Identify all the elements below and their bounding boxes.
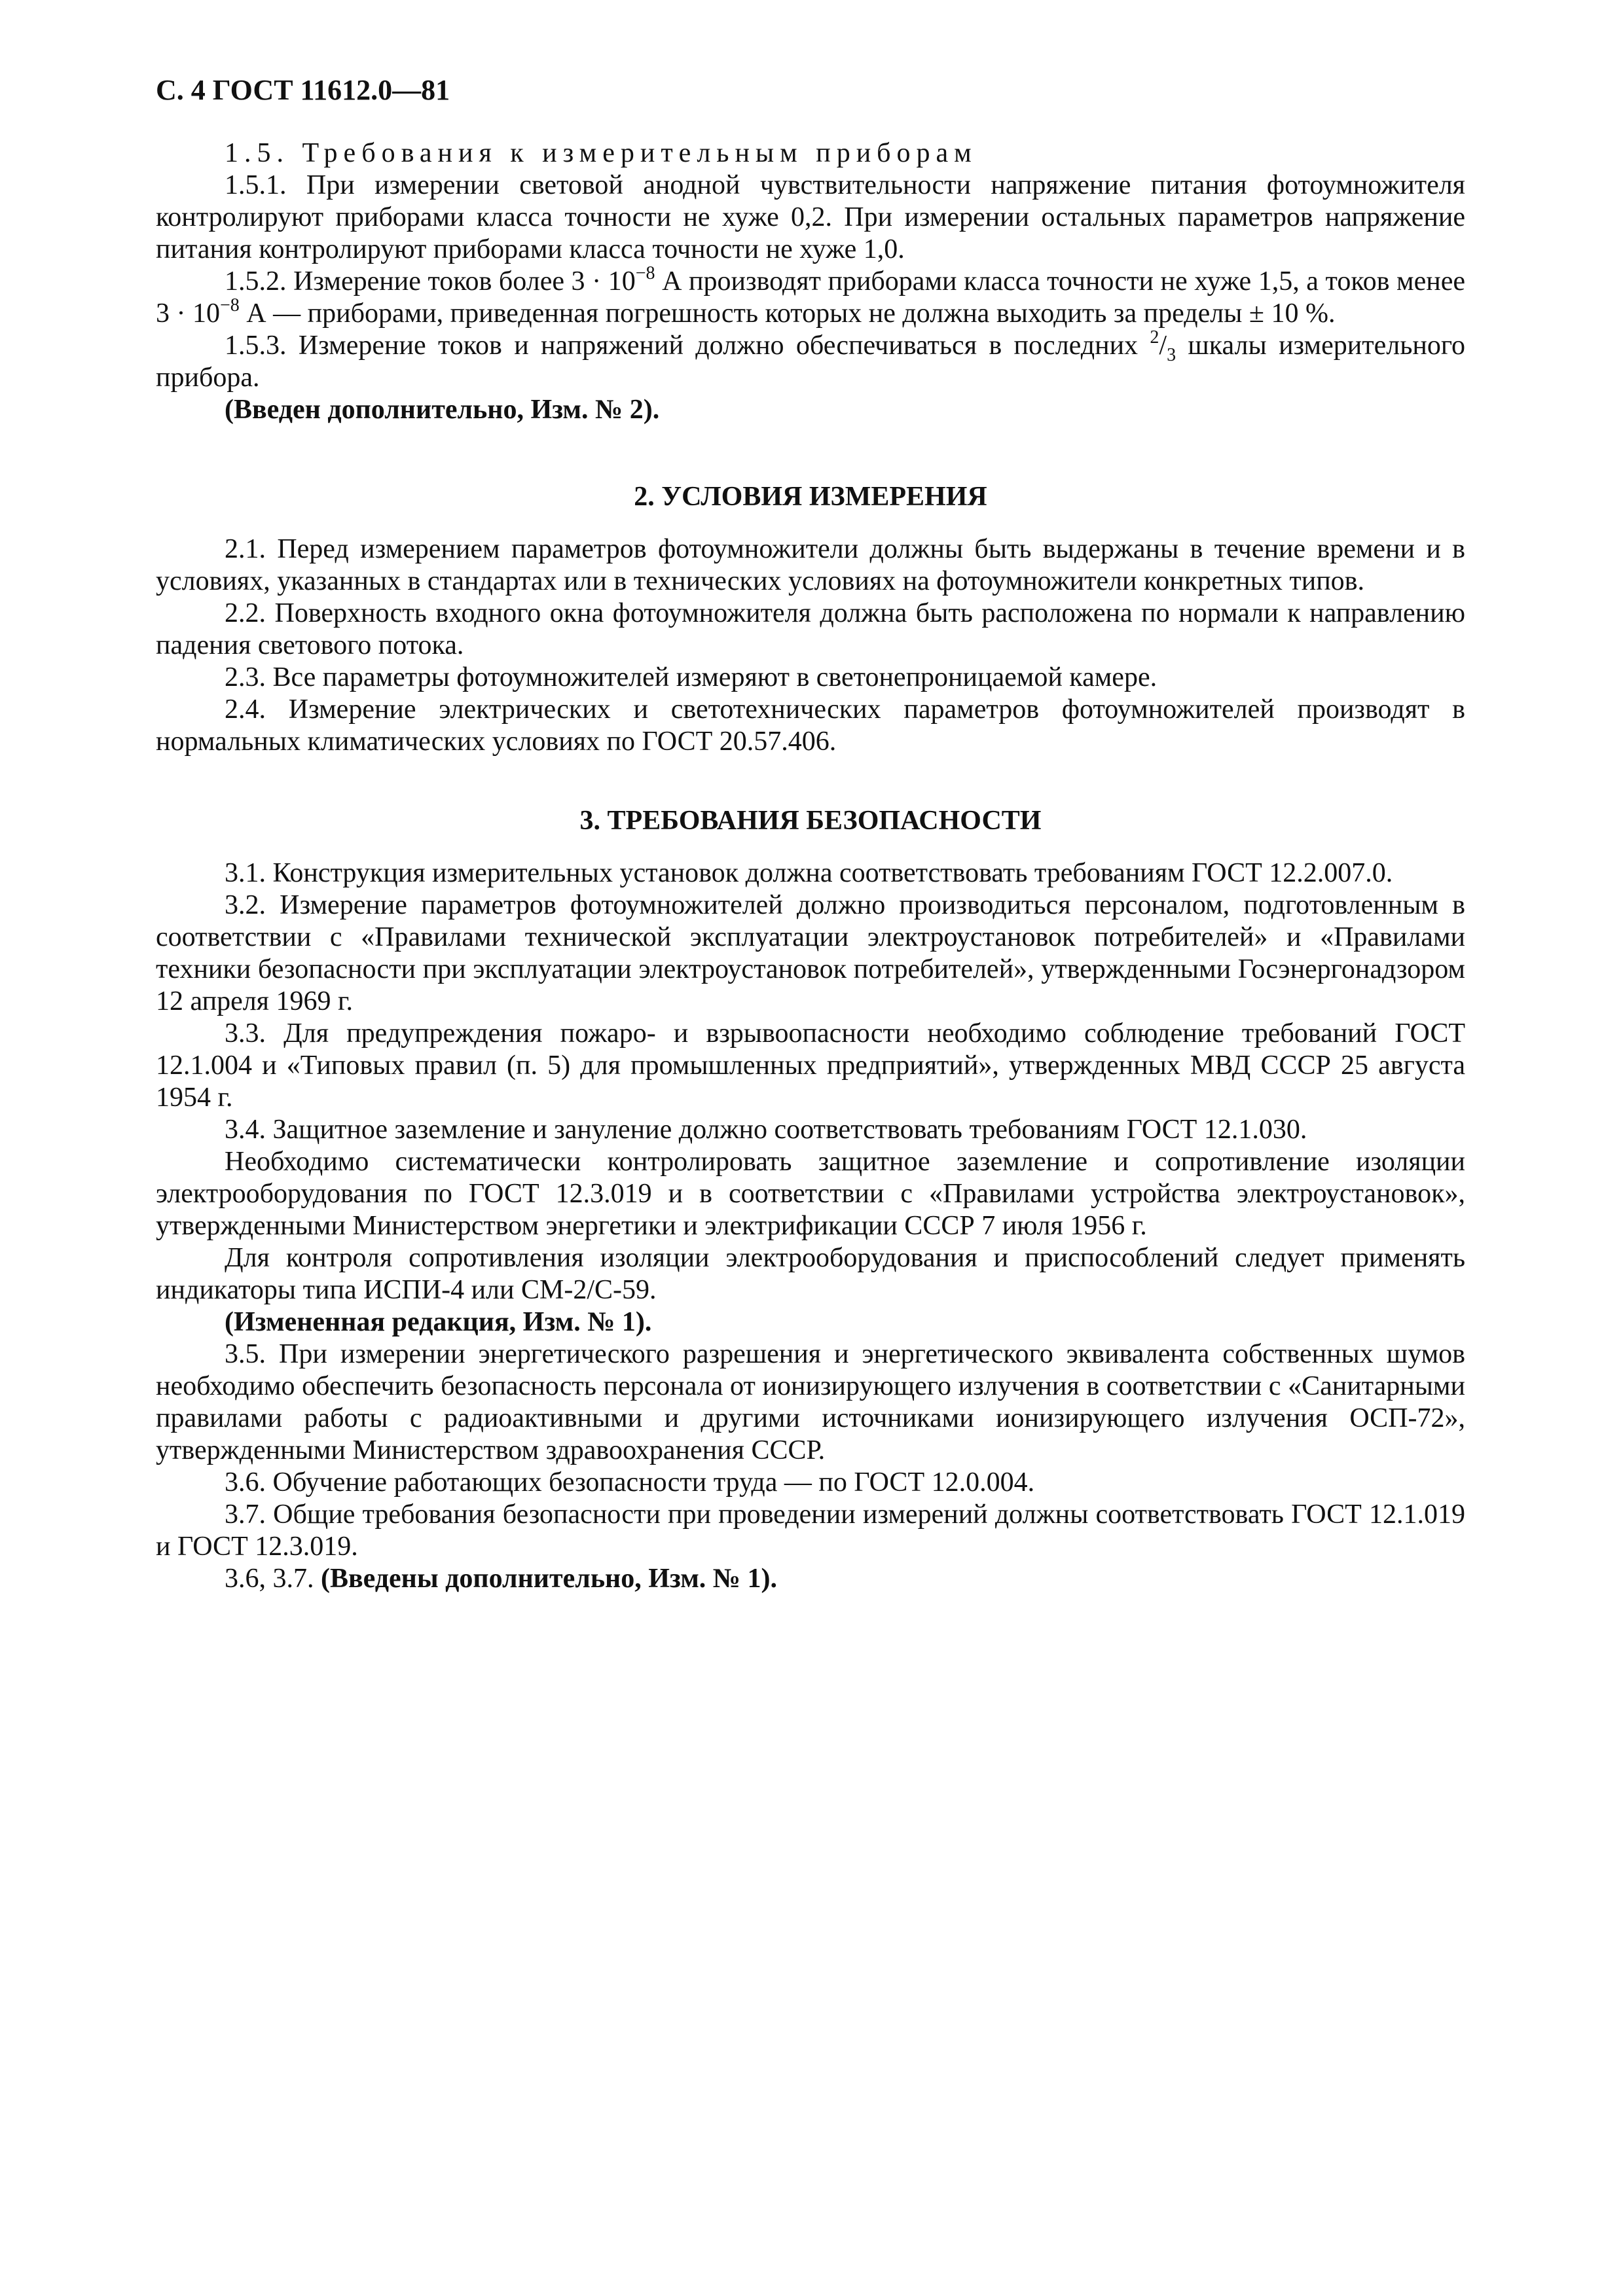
paragraph-3-7: 3.7. Общие требования безопасности при проведении измерений должны соответствовать ГОСТ 12.1.019 и ГОСТ 12.3.019. — [156, 1499, 1465, 1562]
amendment-note-3-6-3-7: 3.6, 3.7. (Введены дополнительно, Изм. № 1). — [225, 1564, 777, 1594]
paragraph-1-5-3: 1.5.3. Измерение токов и напряжений должно обеспечиваться в последних $^2/_3$ шкалы измерительного прибора. — [156, 327, 1465, 393]
paragraph-3-2: 3.2. Измерение параметров фотоумножителей должно производиться персоналом, подготовленным в соответствии с «Правилами технической эксплуатации электроустановок потребителей» и «Правилами техники безопасности при эксплуатации электроустановок потребителей», утвержденными Госэнергонадзором 12 апреля 1969 г. — [156, 890, 1465, 1016]
paragraph-3-4: 3.4. Защитное заземление и зануление должно соответствовать требованиям ГОСТ 12.1.030. — [225, 1115, 1307, 1145]
paragraph-3-1: 3.1. Конструкция измерительных установок должна соответствовать требованиям ГОСТ 12.2.007.0. — [225, 858, 1393, 888]
paragraph-1-5-2: 1.5.2. Измерение токов более $3 \cdot 10^{-8}$ А производят приборами класса точности не хуже 1,5, а токов менее $3 \cdot 10^{-8}$ А — приборами, приведенная погрешность которых не должна выходить за пределы ± 10 %. — [156, 263, 1465, 329]
paragraph-3-4-insulation: Для контроля сопротивления изоляции электрооборудования и приспособлений следует применять индикаторы типа ИСПИ-4 или СМ-2/С-59. — [156, 1243, 1465, 1305]
paragraph-1-5-1: 1.5.1. При измерении световой анодной чувствительности напряжение питания фотоумножителя контролируют приборами класса точности не хуже 0,2. При измерении остальных параметров напряжение питания контролируют приборами класса точности не хуже 1,0. — [156, 170, 1465, 264]
paragraph-3-3: 3.3. Для предупреждения пожаро- и взрывоопасности необходимо соблюдение требований ГОСТ 12.1.004 и «Типовых правил (п. 5) для промышленных предприятий», утвержденных МВД СССР 25 августа 1954 г. — [156, 1018, 1465, 1113]
paragraph-2-3: 2.3. Все параметры фотоумножителей измеряют в светонепроницаемой камере. — [225, 662, 1158, 692]
fraction-slash: / — [1159, 331, 1167, 361]
section-2-title: 2. УСЛОВИЯ ИЗМЕРЕНИЯ — [634, 482, 987, 512]
page-header: С. 4 ГОСТ 11612.0—81 — [156, 74, 450, 106]
paragraph-2-1: 2.1. Перед измерением параметров фотоумножители должны быть выдержаны в течение времени и в условиях, указанных в стандартах или в технических условиях на фотоумножители конкретных типов. — [156, 534, 1465, 596]
paragraph-3-6: 3.6. Обучение работающих безопасности труда — по ГОСТ 12.0.004. — [225, 1467, 1035, 1498]
subsection-title: 1.5. Требования к измерительным приборам — [225, 138, 977, 168]
superscript: −8 — [635, 263, 655, 283]
paragraph-2-2: 2.2. Поверхность входного окна фотоумножителя должна быть расположена по нормали к направлению падения светового потока. — [156, 598, 1465, 660]
section-1-5 — [156, 137, 1465, 426]
paragraph-3-5: 3.5. При измерении энергетического разрешения и энергетического эквивалента собственных шумов необходимо обеспечить безопасность персонала от ионизирующего излучения в соответствии с «Санитарными правилами работы с радиоактивными и другими источниками ионизирующего излучения ОСП-72», утвержденными Министерством здравоохранения СССР. — [156, 1339, 1465, 1465]
amendment-note: (Введен дополнительно, Изм. № 2). — [225, 395, 660, 425]
paragraph-3-4-grounding: Необходимо систематически контролировать защитное заземление и сопротивление изоляции электрооборудования по ГОСТ 12.3.019 и в соответствии с «Правилами устройства электроустановок», утвержденными Министерством энергетики и электрификации СССР 7 июля 1956 г. — [156, 1147, 1465, 1241]
section-2 — [156, 533, 1465, 758]
superscript: −8 — [220, 295, 240, 315]
section-3 — [156, 857, 1465, 1595]
fraction-denominator: 3 — [1167, 345, 1176, 365]
amendment-note: (Измененная редакция, Изм. № 1). — [225, 1307, 652, 1337]
section-3-title: 3. ТРЕБОВАНИЯ БЕЗОПАСНОСТИ — [579, 806, 1042, 836]
fraction-numerator: 2 — [1150, 327, 1159, 348]
paragraph-2-4: 2.4. Измерение электрических и светотехнических параметров фотоумножителей производят в нормальных климатических условиях по ГОСТ 20.57.406. — [156, 694, 1465, 757]
